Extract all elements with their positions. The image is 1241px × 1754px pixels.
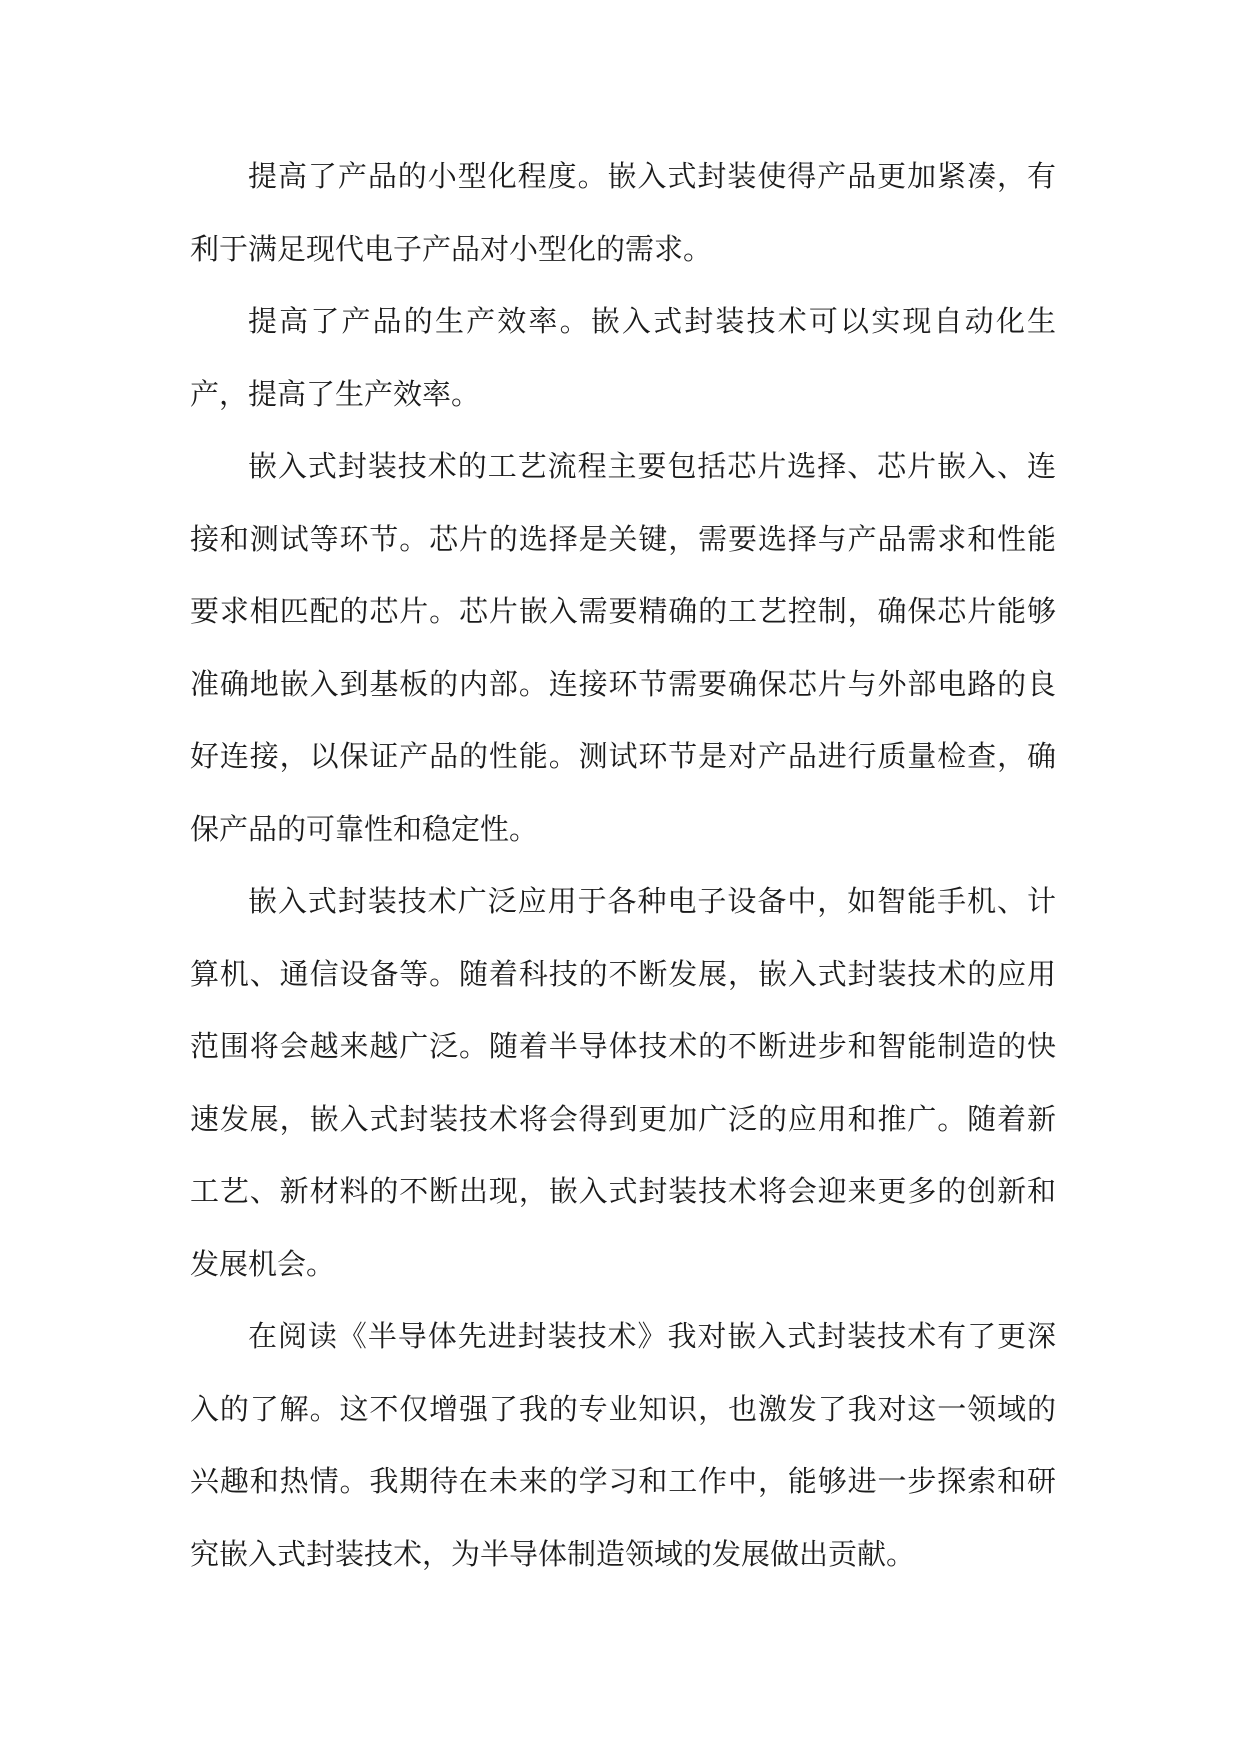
paragraph-reflection: 在阅读《半导体先进封装技术》我对嵌入式封装技术有了更深入的了解。这不仅增强了我的专业知识，也激发了我对这一领域的兴趣和热情。我期待在未来的学习和工作中，能够进一步探索和研究嵌入式封装技术，为半导体制造领域的发展做出贡献。 bbox=[190, 1319, 1056, 1571]
document-body bbox=[190, 140, 1056, 1590]
paragraph-production-efficiency: 提高了产品的生产效率。嵌入式封装技术可以实现自动化生产，提高了生产效率。 bbox=[190, 304, 1056, 411]
paragraph-miniaturization: 提高了产品的小型化程度。嵌入式封装使得产品更加紧凑，有利于满足现代电子产品对小型化的需求。 bbox=[190, 159, 1056, 266]
paragraph-applications: 嵌入式封装技术广泛应用于各种电子设备中，如智能手机、计算机、通信设备等。随着科技的不断发展，嵌入式封装技术的应用范围将会越来越广泛。随着半导体技术的不断进步和智能制造的快速发展，嵌入式封装技术将会得到更加广泛的应用和推广。随着新工艺、新材料的不断出现，嵌入式封装技术将会迎来更多的创新和发展机会。 bbox=[190, 884, 1056, 1281]
paragraph-process-flow: 嵌入式封装技术的工艺流程主要包括芯片选择、芯片嵌入、连接和测试等环节。芯片的选择是关键，需要选择与产品需求和性能要求相匹配的芯片。芯片嵌入需要精确的工艺控制，确保芯片能够准确地嵌入到基板的内部。连接环节需要确保芯片与外部电路的良好连接，以保证产品的性能。测试环节是对产品进行质量检查，确保产品的可靠性和稳定性。 bbox=[190, 449, 1056, 846]
